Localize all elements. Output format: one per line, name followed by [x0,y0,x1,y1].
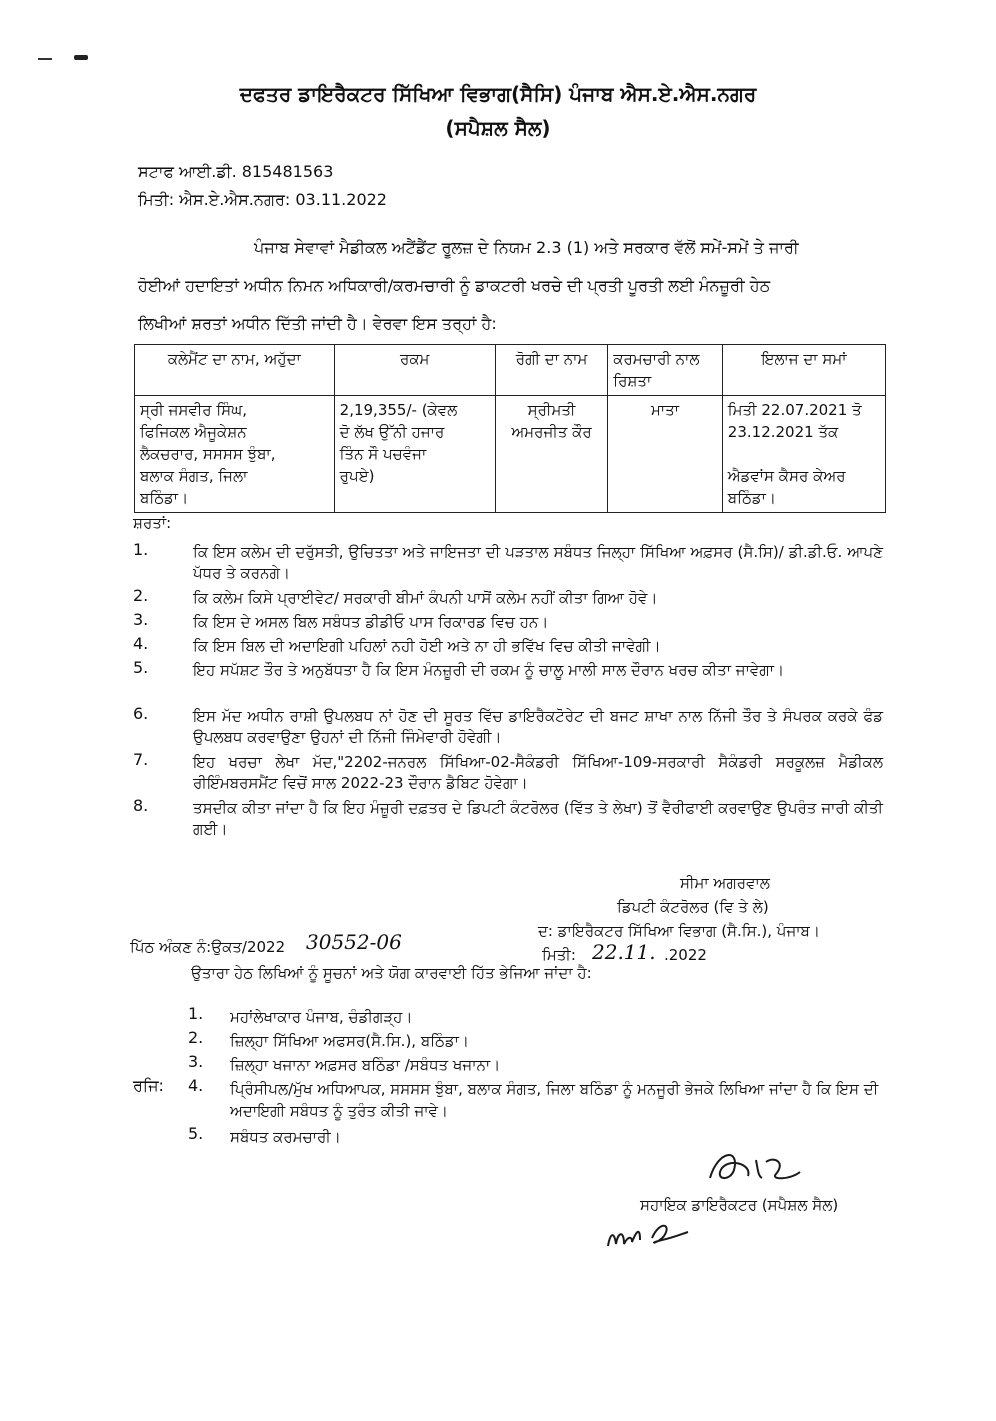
th-relation: ਕਰਮਚਾਰੀ ਨਾਲ ਰਿਸ਼ਤਾ [608,345,723,396]
sign-date-year: .2022 [664,946,707,964]
copy-number: 1. [188,1004,204,1023]
condition-number: 2. [133,586,149,605]
table-row [135,396,886,513]
copy-number: 5. [188,1124,204,1143]
conditions-title: ਸ਼ਰਤਾਂ: [133,514,172,532]
initials-signature [602,1210,692,1254]
condition-number: 5. [133,658,149,677]
patient-line: ਅਮਰਜੀਤ ਕੌਰ [511,423,592,441]
claimant-line: ਸ੍ਰੀ ਜਸਵੀਰ ਸਿੰਘ, [140,401,248,419]
th-patient: ਰੋਗੀ ਦਾ ਨਾਮ [495,345,607,396]
sign-date-label: ਮਿਤੀ: [542,946,576,964]
condition-number: 8. [133,796,149,815]
sign-date-handwritten: 22.11. [592,940,656,964]
intro-line-2: ਹੋਈਆਂ ਹਦਾਇਤਾਂ ਅਧੀਨ ਨਿਮਨ ਅਧਿਕਾਰੀ/ਕਰਮਚਾਰੀ ਨੂੰ ਡਾਕਟਰੀ ਖਰਚੇ ਦੀ ਪ੍ਰਤੀ ਪੂਰਤੀ ਲਈ ਮੰਨਜ਼ੂਰੀ ਹੇਠ [138,276,771,295]
condition-number: 4. [133,634,149,653]
condition-text: ਕਿ ਇਸ ਬਿਲ ਦੀ ਅਦਾਇਗੀ ਪਹਿਲਾਂ ਨਹੀ ਹੋਈ ਅਤੇ ਨਾ ਹੀ ਭਵਿੱਖ ਵਿਚ ਕੀਤੀ ਜਾਵੇਗੀ। [193,637,661,655]
condition-number: 7. [133,750,149,769]
office-subtitle: (ਸਪੈਸ਼ਲ ਸੈਲ) [445,116,551,140]
intro-line-3: ਲਿਖੀਆਂ ਸ਼ਰਤਾਂ ਅਧੀਨ ਦਿੱਤੀ ਜਾਂਦੀ ਹੈ। ਵੇਰਵਾ ਇਸ ਤਰ੍ਹਾਂ ਹੈ: [138,314,497,333]
cell-period [722,396,885,513]
handwritten-signature [700,1140,810,1190]
claimant-line: ਲੈਕਚਰਾਰ, ਸਸਸਸ ਝੁੰਬਾ, [140,445,276,463]
endorsement-label: ਪਿੱਠ ਅੰਕਣ ਨੰ:ਉਕਤ/2022 [130,938,286,956]
condition-number: 3. [133,610,149,629]
endorsement-intro: ਉਤਾਰਾ ਹੇਠ ਲਿਖਿਆਂ ਨੂੰ ਸੂਚਨਾਂ ਅਤੇ ਯੋਗ ਕਾਰਵਾਈ ਹਿੱਤ ਭੇਜਿਆ ਜਾਂਦਾ ਹੈ: [191,964,592,982]
intro-line-1: ਪੰਜਾਬ ਸੇਵਾਵਾਂ ਮੈਡੀਕਲ ਅਟੈਂਡੈਂਟ ਰੂਲਜ਼ ਦੇ ਨਿਯਮ 2.3 (1) ਅਤੇ ਸਰਕਾਰ ਵੱਲੋਂ ਸਮੇਂ-ਸਮੇਂ ਤੇ ਜਾਰੀ [254,238,799,257]
condition-number: 6. [133,704,149,723]
condition-text: ਤਸਦੀਕ ਕੀਤਾ ਜਾਂਦਾ ਹੈ ਕਿ ਇਹ ਮੰਜ਼ੂਰੀ ਦਫ਼ਤਰ ਦੇ ਡਿਪਟੀ ਕੰਟਰੋਲਰ (ਵਿੱਤ ਤੇ ਲੇਖਾ) ਤੋਂ ਵੈਰੀਫਾਈ ਕਰਵਾਉਣ ਉਪਰੰਤ ਜਾਰੀ ਕੀਤੀ ਗਈ। [193,799,883,838]
copy-number: 4. [188,1076,204,1095]
patient-line: ਸ੍ਰੀਮਤੀ [527,401,576,419]
signatory-office: ਦ: ਡਾਇਰੈਕਟਰ ਸਿੱਖਿਆ ਵਿਭਾਗ (ਸੈ.ਸਿ.), ਪੰਜਾਬ। [538,922,821,940]
condition-text: ਕਿ ਇਸ ਦੇ ਅਸਲ ਬਿਲ ਸਬੰਧਤ ਡੀਡੀਓ ਪਾਸ ਰਿਕਾਰਡ ਵਿਚ ਹਨ। [193,613,549,631]
th-period: ਇਲਾਜ ਦਾ ਸਮਾਂ [722,345,885,396]
claimant-line: ਬਲਾਕ ਸੰਗਤ, ਜਿਲਾ [140,467,248,485]
copy-recipient: ਪ੍ਰਿੰਸੀਪਲ/ਮੁੱਖ ਅਧਿਆਪਕ, ਸਸਸਸ ਝੁੰਬਾ, ਬਲਾਕ ਸੰਗਤ, ਜਿਲਾ ਬਠਿੰਡਾ ਨੂੰ ਮਨਜੂਰੀ ਭੇਜਕੇ ਲਿਖਿਆ ਜਾਂਦਾ ਹੈ ਕਿ ਇਸ ਦੀ ਅਦਾਇਗੀ ਸਬੰਧਤ ਨੂੰ ਤੁਰੰਤ ਕੀਤੀ ਜਾਵੇ। [230,1080,879,1120]
amount-line: 2,19,355/- (ਕੇਵਲ [339,401,458,419]
condition-text: ਇਸ ਮੱਦ ਅਧੀਨ ਰਾਸ਼ੀ ਉਪਲਬਧ ਨਾਂ ਹੋਣ ਦੀ ਸੂਰਤ ਵਿੱਚ ਡਾਇਰੈਕਟੋਰੇਟ ਦੀ ਬਜਟ ਸ਼ਾਖਾ ਨਾਲ ਨਿੱਜੀ ਤੌਰ ਤੇ ਸੰਪਰਕ ਕਰਕੇ ਫੰਡ ਉਪਲਬਧ ਕਰਵਾਉਣਾ ਉਹਨਾਂ ਦੀ ਨਿੱਜੀ ਜਿੰਮੇਵਾਰੀ ਹੋਵੇਗੀ। [193,707,883,746]
copy-number: 2. [188,1028,204,1047]
copy-recipient: ਜ਼ਿਲ੍ਹਾ ਸਿੱਖਿਆ ਅਫਸਰ(ਸੈ.ਸਿ.), ਬਠਿੰਡਾ। [230,1032,470,1050]
punch-mark-2 [74,55,88,60]
claimant-line: ਫਿਜਿਕਲ ਐਜੂਕੇਸ਼ਨ [140,423,247,441]
condition-number: 1. [133,540,149,559]
period-line: 23.12.2021 ਤੱਕ [727,423,839,441]
copy-number: 3. [188,1052,204,1071]
copy-recipient: ਸਬੰਧਤ ਕਰਮਚਾਰੀ। [230,1128,341,1146]
period-line: ਬਠਿੰਡਾ। [727,489,776,507]
condition-text: ਕਿ ਕਲੇਮ ਕਿਸੇ ਪ੍ਰਾਈਵੇਟ/ ਸਰਕਾਰੀ ਬੀਮਾਂ ਕੰਪਨੀ ਪਾਸੋਂ ਕਲੇਮ ਨਹੀਂ ਕੀਤਾ ਗਿਆ ਹੋਵੇ। [193,589,658,607]
amount-line: ਤਿੰਨ ਸੌ ਪਚਵੰਜਾ [339,445,427,463]
period-spacer [728,443,880,465]
condition-text: ਇਹ ਖਰਚਾ ਲੇਖਾ ਮੱਦ,"2202-ਜਨਰਲ ਸਿੱਖਿਆ-02-ਸੈਕੰਡਰੀ ਸਿੱਖਿਆ-109-ਸਰਕਾਰੀ ਸੈਕੰਡਰੀ ਸਰਕੂਲਜ਼ ਮੈਡੀਕਲ ਰੀਇੰਮਬਰਸਮੈਂਟ ਵਿਚੋਂ ਸਾਲ 2022-23 ਦੌਰਾਨ ਡੈਬਿਟ ਹੋਵੇਗਾ। [193,753,883,792]
signatory-designation: ਡਿਪਟੀ ਕੰਟਰੋਲਰ (ਵਿ ਤੇ ਲੇ) [617,898,769,916]
copy-recipient: ਮਹਾਂਲੇਖਾਕਾਰ ਪੰਜਾਬ, ਚੰਡੀਗੜ੍ਹ। [230,1008,413,1026]
office-title: ਦਫਤਰ ਡਾਇਰੈਕਟਰ ਸਿੱਖਿਆ ਵਿਭਾਗ(ਸੈਸਿ) ਪੰਜਾਬ ਐਸ.ਏ.ਐਸ.ਨਗਰ [239,82,757,106]
amount-line: ਰੁਪਏ) [339,467,375,485]
cell-relation: ਮਾਤਾ [608,396,723,513]
claimant-line: ਬਠਿੰਡਾ। [140,489,189,507]
table-header-row [135,345,886,396]
th-amount: ਰਕਮ [334,345,495,396]
copy-recipient: ਜ਼ਿਲ੍ਹਾ ਖਜਾਨਾ ਅਫ਼ਸਰ ਬਠਿੰਡਾ /ਸਬੰਧਤ ਖਜਾਨਾ। [230,1056,501,1074]
period-line: ਐਡਵਾਂਸ ਕੈਸਰ ਕੇਅਰ [727,467,846,485]
condition-text: ਕਿ ਇਸ ਕਲੇਮ ਦੀ ਦਰੁੱਸਤੀ, ਉਚਿਤਤਾ ਅਤੇ ਜਾਇਜਤਾ ਦੀ ਪੜਤਾਲ ਸਬੰਧਤ ਜਿਲ੍ਹਾ ਸਿੱਖਿਆ ਅਫ਼ਸਰ (ਸੈ.ਸਿ)/ ਡੀ.ਡੀ.ਓ. ਆਪਣੇ ਪੱਧਰ ਤੇ ਕਰਨਗੇ। [193,543,883,582]
cell-amount [334,396,495,513]
period-line: ਮਿਤੀ 22.07.2021 ਤੋ [727,401,862,419]
regd-label: ਰਜਿ: [133,1076,164,1095]
punch-mark [38,58,52,60]
cell-claimant [135,396,335,513]
amount-line: ਦੋ ਲੱਖ ਉੱਨੀ ਹਜਾਰ [339,423,445,441]
th-claimant: ਕਲੇਮੈਂਟ ਦਾ ਨਾਮ, ਅਹੁੱਦਾ [135,345,335,396]
endorsement-number-handwritten: 30552-06 [306,930,402,954]
condition-text: ਇਹ ਸਪੱਸ਼ਟ ਤੌਰ ਤੇ ਅਨੁਬੱਧਤਾ ਹੈ ਕਿ ਇਸ ਮੰਨਜ਼ੂਰੀ ਦੀ ਰਕਮ ਨੂੰ ਚਾਲੂ ਮਾਲੀ ਸਾਲ ਦੌਰਾਨ ਖਰਚ ਕੀਤਾ ਜਾਵੇਗਾ। [193,661,785,679]
staff-id: ਸਟਾਫ ਆਈ.ਡੀ. 815481563 [138,162,334,181]
signatory-name: ਸੀਮਾ ਅਗਰਵਾਲ [680,874,770,892]
assistant-director: ਸਹਾਇਕ ਡਾਇਰੈਕਟਰ (ਸਪੈਸ਼ਲ ਸੈਲ) [640,1196,839,1214]
cell-patient [495,396,607,513]
claim-table [134,344,886,513]
issue-date: ਮਿਤੀ: ਐਸ.ਏ.ਐਸ.ਨਗਰ: 03.11.2022 [138,190,387,209]
